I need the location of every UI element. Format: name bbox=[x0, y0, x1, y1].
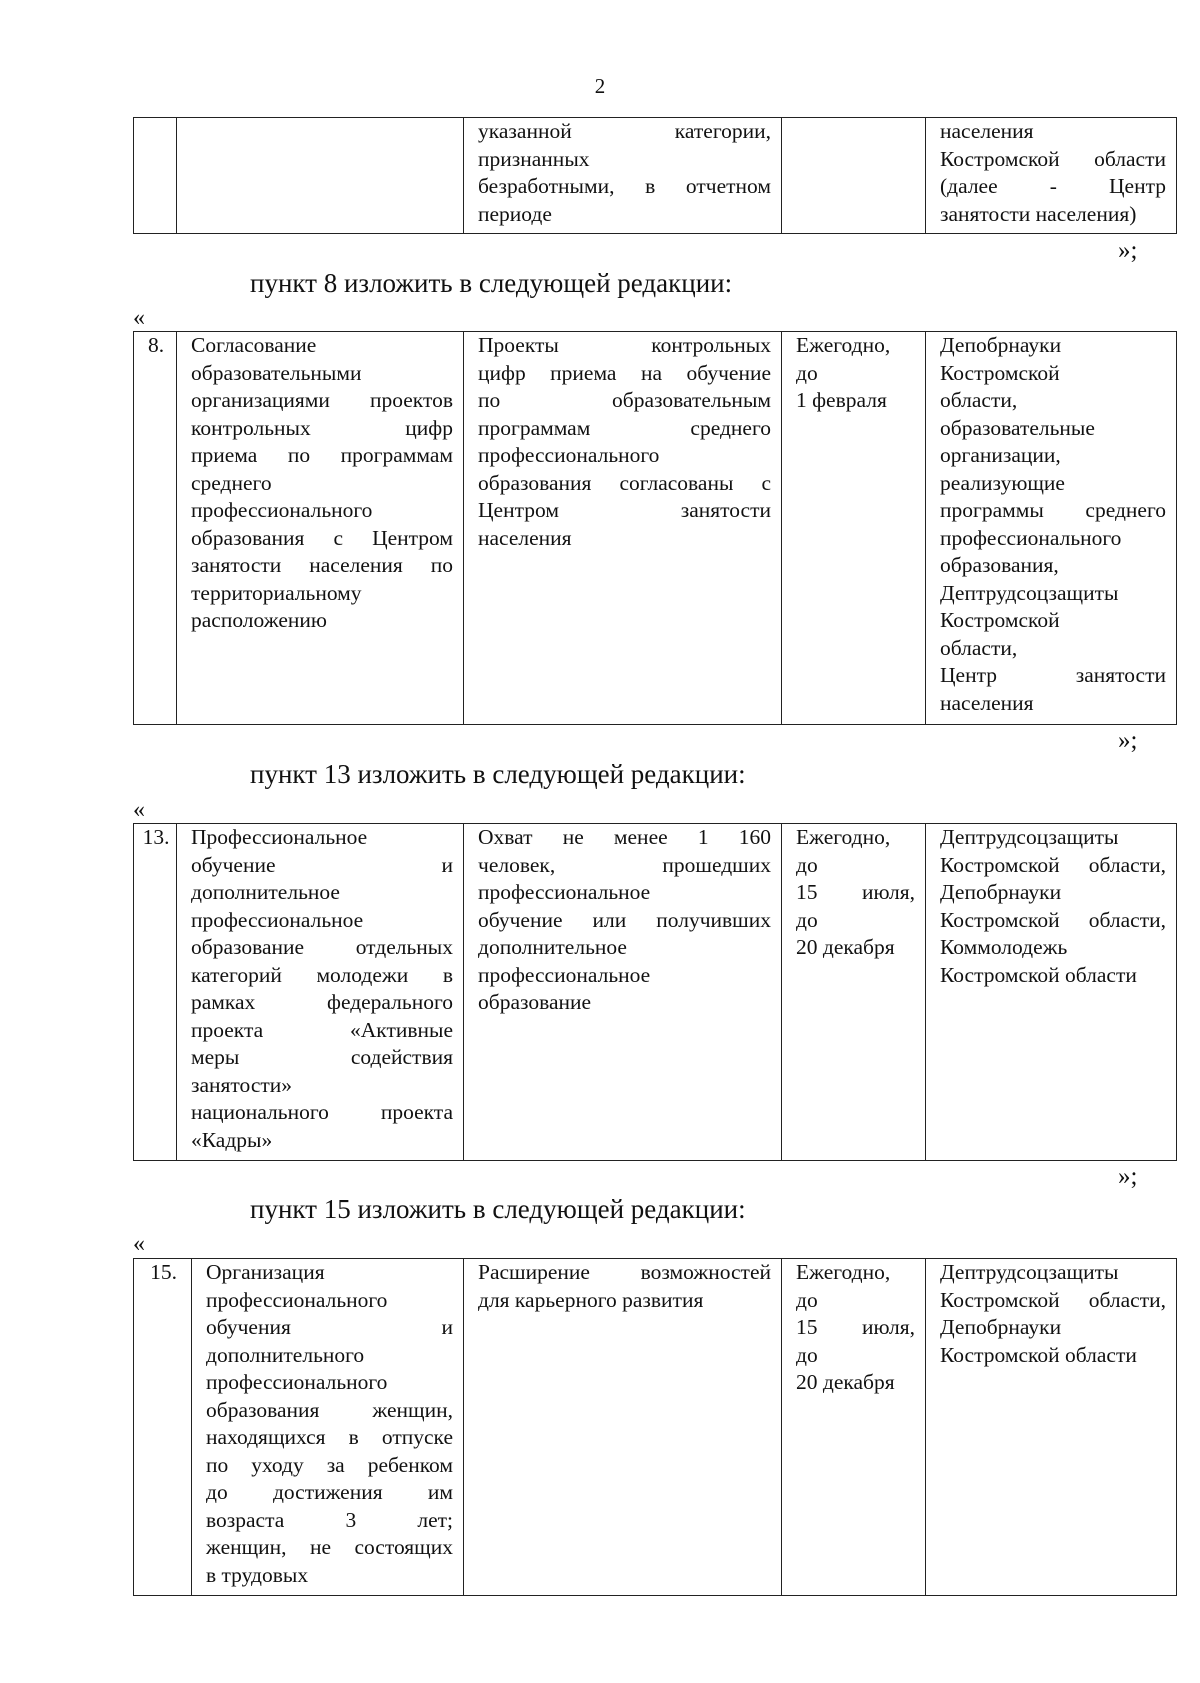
cell-line: населения bbox=[940, 690, 1034, 715]
cell-line: Костромской bbox=[940, 608, 1060, 632]
responsible-cell bbox=[926, 118, 1177, 234]
cell-line: среднего bbox=[191, 470, 272, 495]
cell-line: занятости населения по bbox=[191, 553, 453, 577]
cell-line: Костромской области, bbox=[940, 1287, 1166, 1312]
cell-line: человек, прошедших bbox=[478, 852, 771, 877]
table-row bbox=[134, 824, 1177, 1161]
cell-line: Ежегодно, bbox=[796, 333, 891, 357]
cell-line: образования с Центром bbox=[191, 525, 453, 550]
opening-quote: « bbox=[133, 305, 145, 331]
cell-line: контрольных цифр bbox=[191, 415, 453, 440]
cell-line: признанных bbox=[478, 146, 590, 171]
row-number-cell bbox=[134, 118, 177, 234]
responsible-cell bbox=[926, 824, 1177, 1161]
cell-line: рамках федерального bbox=[191, 990, 453, 1014]
result-cell bbox=[464, 1259, 782, 1596]
row-number-cell: 13. bbox=[134, 824, 177, 1161]
cell-line: до bbox=[796, 1342, 818, 1367]
cell-line: образовательными bbox=[191, 360, 362, 385]
activity-cell bbox=[177, 118, 464, 234]
cell-line: обучение и bbox=[191, 852, 453, 877]
table-item-13 bbox=[133, 823, 1177, 1161]
cell-line: категорий молодежи в bbox=[191, 962, 453, 987]
result-cell bbox=[464, 118, 782, 234]
cell-line: Расширение возможностей bbox=[478, 1260, 771, 1284]
cell-line: по уходу за ребенком bbox=[206, 1452, 453, 1477]
cell-line: 20 декабря bbox=[796, 935, 895, 959]
cell-line: до bbox=[796, 907, 818, 932]
cell-line: области, bbox=[940, 388, 1018, 412]
table-item-15 bbox=[133, 1258, 1177, 1596]
cell-line: до bbox=[796, 852, 818, 877]
cell-line: цифр приема на обучение bbox=[478, 360, 771, 385]
cell-line: профессиональное bbox=[478, 962, 651, 987]
cell-line: Депобрнауки bbox=[940, 333, 1062, 357]
cell-line: по образовательным bbox=[478, 388, 771, 412]
cell-line: образовательные bbox=[940, 415, 1095, 440]
cell-line: 15 июля, bbox=[796, 880, 915, 904]
cell-line: расположению bbox=[191, 608, 327, 632]
cell-line: Дептрудсоцзащиты bbox=[940, 825, 1119, 849]
cell-line: обучение или получивших bbox=[478, 907, 771, 932]
cell-line: профессионального bbox=[478, 443, 660, 467]
cell-line: Центр занятости bbox=[940, 663, 1166, 687]
cell-line: программы среднего bbox=[940, 498, 1166, 522]
cell-line: 15 июля, bbox=[796, 1315, 915, 1339]
cell-line: Центром занятости bbox=[478, 498, 771, 522]
cell-line: территориальному bbox=[191, 580, 362, 605]
deadline-cell bbox=[782, 118, 926, 234]
result-cell bbox=[464, 332, 782, 725]
cell-line: возраста 3 лет; bbox=[206, 1507, 453, 1532]
cell-line: Дептрудсоцзащиты bbox=[940, 1260, 1119, 1284]
table-item-8 bbox=[133, 331, 1177, 725]
cell-line: приема по программам bbox=[191, 443, 453, 467]
cell-line: Коммолодежь bbox=[940, 935, 1068, 959]
cell-line: программам среднего bbox=[478, 415, 771, 440]
cell-line: Депобрнауки bbox=[940, 1315, 1062, 1339]
cell-line: образования, bbox=[940, 553, 1059, 577]
cell-line: до bbox=[796, 1287, 818, 1312]
deadline-cell bbox=[782, 1259, 926, 1596]
cell-line: организациями проектов bbox=[191, 388, 453, 412]
cell-line: дополнительное bbox=[191, 880, 340, 904]
table-row bbox=[134, 118, 1177, 234]
responsible-cell bbox=[926, 1259, 1177, 1596]
cell-line: профессионального bbox=[206, 1370, 388, 1394]
cell-line: населения bbox=[478, 525, 572, 550]
cell-line: для карьерного развития bbox=[478, 1287, 704, 1312]
cell-line: проекта «Активные bbox=[191, 1017, 453, 1042]
cell-line: Дептрудсоцзащиты bbox=[940, 580, 1119, 605]
cell-line: Проекты контрольных bbox=[478, 333, 771, 357]
cell-line: Костромской области, bbox=[940, 852, 1166, 877]
cell-line: меры содействия bbox=[191, 1045, 453, 1069]
responsible-cell bbox=[926, 332, 1177, 725]
cell-line: Костромской bbox=[940, 360, 1060, 385]
cell-line: профессиональное bbox=[191, 907, 364, 932]
deadline-cell bbox=[782, 824, 926, 1161]
cell-line: реализующие bbox=[940, 470, 1065, 495]
cell-line: до достижения им bbox=[206, 1480, 453, 1504]
section-heading-15: пункт 15 изложить в следующей редакции: bbox=[250, 1194, 746, 1224]
cell-line: Ежегодно, bbox=[796, 825, 891, 849]
cell-line: Профессиональное bbox=[191, 825, 368, 849]
activity-cell bbox=[177, 332, 464, 725]
cell-line: образование bbox=[478, 990, 592, 1014]
cell-line: Ежегодно, bbox=[796, 1260, 891, 1284]
cell-line: Депобрнауки bbox=[940, 880, 1062, 904]
deadline-cell bbox=[782, 332, 926, 725]
cell-line: образования согласованы с bbox=[478, 470, 771, 495]
cell-line: населения bbox=[940, 119, 1034, 143]
cell-line: занятости населения) bbox=[940, 201, 1137, 226]
cell-line: 1 февраля bbox=[796, 388, 887, 412]
cell-line: Костромской области bbox=[940, 1342, 1137, 1367]
opening-quote: « bbox=[133, 797, 145, 823]
cell-line: Костромской области, bbox=[940, 907, 1166, 932]
cell-line: образования женщин, bbox=[206, 1397, 453, 1422]
closing-quote: »; bbox=[1118, 727, 1138, 754]
cell-line: (далее - Центр bbox=[940, 174, 1166, 198]
cell-line: указанной категории, bbox=[478, 119, 771, 143]
cell-line: безработными, в отчетном bbox=[478, 174, 771, 198]
table-continuation bbox=[133, 117, 1177, 234]
cell-line: дополнительное bbox=[478, 935, 627, 959]
cell-line: профессиональное bbox=[478, 880, 651, 904]
cell-line: Организация bbox=[206, 1260, 325, 1284]
cell-line: Костромской области bbox=[940, 146, 1166, 171]
activity-cell bbox=[192, 1259, 464, 1596]
result-cell bbox=[464, 824, 782, 1161]
section-heading-13: пункт 13 изложить в следующей редакции: bbox=[250, 759, 746, 789]
page-number: 2 bbox=[594, 74, 606, 98]
row-number-cell: 15. bbox=[134, 1259, 192, 1596]
cell-line: в трудовых bbox=[206, 1562, 309, 1587]
closing-quote: »; bbox=[1118, 1163, 1138, 1190]
cell-line: национального проекта bbox=[191, 1100, 453, 1124]
table-row bbox=[134, 1259, 1177, 1596]
cell-line: 20 декабря bbox=[796, 1370, 895, 1394]
cell-line: дополнительного bbox=[206, 1342, 365, 1367]
cell-line: профессионального bbox=[191, 498, 373, 522]
cell-line: Охват не менее 1 160 bbox=[478, 825, 771, 849]
cell-line: Согласование bbox=[191, 333, 317, 357]
cell-line: организации, bbox=[940, 443, 1061, 467]
cell-line: до bbox=[796, 360, 818, 385]
cell-line: занятости» bbox=[191, 1072, 293, 1097]
row-number-cell: 8. bbox=[134, 332, 177, 725]
cell-line: профессионального bbox=[206, 1287, 388, 1312]
cell-line: области, bbox=[940, 635, 1018, 660]
table-row bbox=[134, 332, 1177, 725]
cell-line: Костромской области bbox=[940, 962, 1137, 987]
activity-cell bbox=[177, 824, 464, 1161]
cell-line: «Кадры» bbox=[191, 1127, 273, 1152]
opening-quote: « bbox=[133, 1231, 145, 1257]
section-heading-8: пункт 8 изложить в следующей редакции: bbox=[250, 268, 733, 298]
cell-line: обучения и bbox=[206, 1315, 453, 1339]
closing-quote: »; bbox=[1118, 237, 1138, 264]
cell-line: женщин, не состоящих bbox=[206, 1535, 453, 1559]
cell-line: находящихся в отпуске bbox=[206, 1425, 453, 1449]
cell-line: профессионального bbox=[940, 525, 1122, 550]
cell-line: образование отдельных bbox=[191, 935, 453, 959]
cell-line: периоде bbox=[478, 201, 552, 226]
